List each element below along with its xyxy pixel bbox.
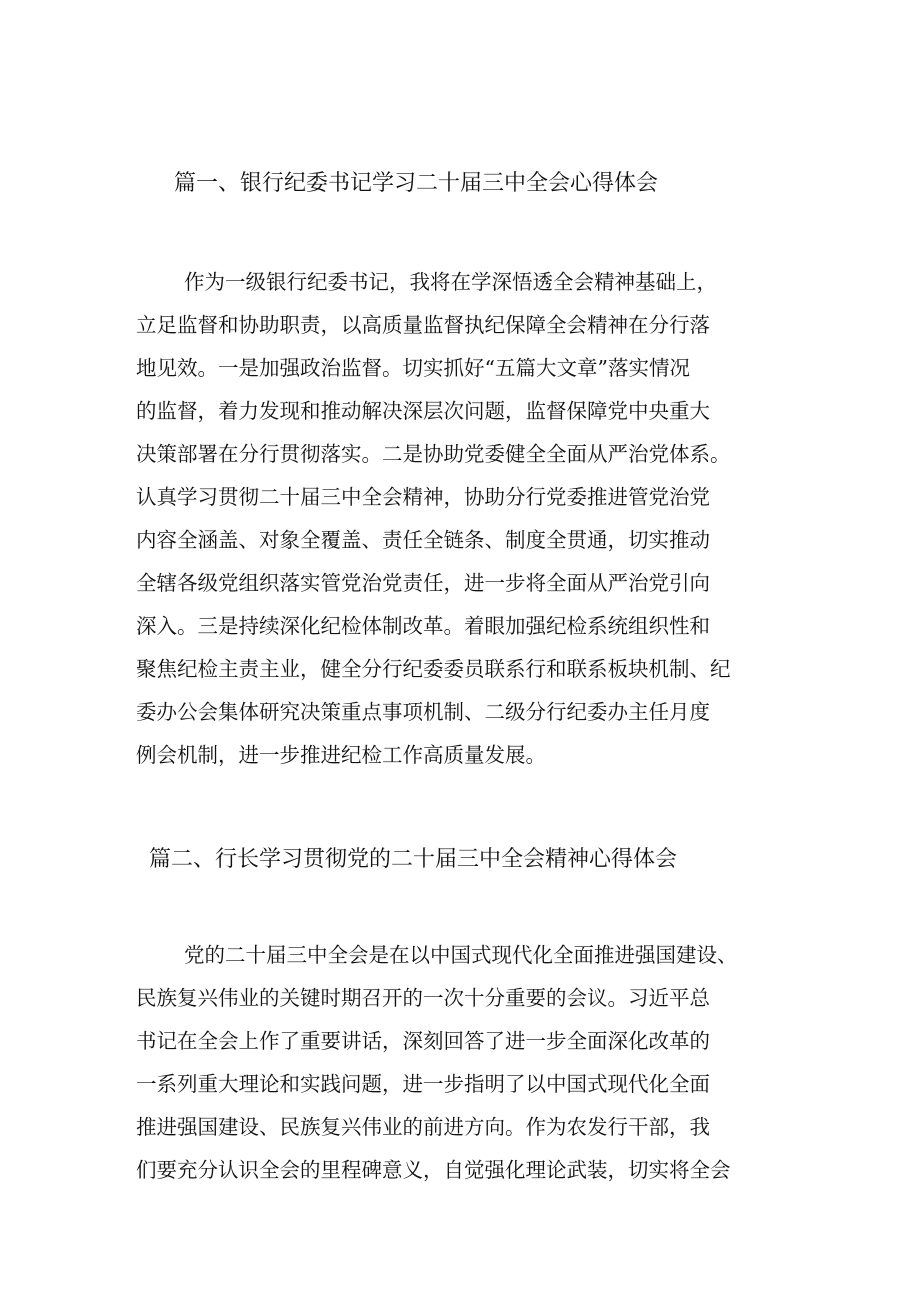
body-line: 委办公会集体研究决策重点事项机制、二级分行纪委办主任月度 [136, 700, 710, 724]
body-line: 的监督，着力发现和推动解决深层次问题，监督保障党中央重大 [136, 399, 710, 423]
section-2-heading: 篇二、行长学习贯彻党的二十届三中全会精神心得体会 [149, 847, 678, 872]
body-line: 地见效。一是加强政治监督。切实抓好“五篇大文章”落实情况 [136, 356, 690, 380]
body-line: 深入。三是持续深化纪检体制改革。着眼加强纪检系统组织性和 [136, 614, 710, 638]
section-1-heading: 篇一、银行纪委书记学习二十届三中全会心得体会 [174, 171, 659, 196]
body-line: 们要充分认识全会的里程碑意义，自觉强化理论武装，切实将全会 [136, 1158, 731, 1182]
body-line: 民族复兴伟业的关键时期召开的一次十分重要的会议。习近平总 [136, 986, 710, 1010]
body-line: 立足监督和协助职责，以高质量监督执纪保障全会精神在分行落 [136, 313, 710, 337]
body-line: 党的二十届三中全会是在以中国式现代化全面推进强国建设、 [184, 943, 738, 967]
body-line: 决策部署在分行贯彻落实。二是协助党委健全全面从严治党体系。 [136, 442, 731, 466]
section-1-body [136, 261, 796, 777]
body-line: 认真学习贯彻二十届三中全会精神，协助分行党委推进管党治党 [136, 485, 710, 509]
section-2-body [136, 934, 796, 1192]
body-line: 例会机制，进一步推进纪检工作高质量发展。 [136, 743, 546, 767]
body-line: 一系列重大理论和实践问题，进一步指明了以中国式现代化全面 [136, 1072, 710, 1096]
body-line: 推进强国建设、民族复兴伟业的前进方向。作为农发行干部，我 [136, 1115, 710, 1139]
body-line: 作为一级银行纪委书记，我将在学深悟透全会精神基础上， [184, 270, 717, 294]
body-line: 书记在全会上作了重要讲话，深刻回答了进一步全面深化改革的 [136, 1029, 710, 1053]
body-line: 聚焦纪检主责主业，健全分行纪委委员联系行和联系板块机制、纪 [136, 657, 731, 681]
body-line: 内容全涵盖、对象全覆盖、责任全链条、制度全贯通，切实推动 [136, 528, 710, 552]
body-line: 全辖各级党组织落实管党治党责任，进一步将全面从严治党引向 [136, 571, 710, 595]
